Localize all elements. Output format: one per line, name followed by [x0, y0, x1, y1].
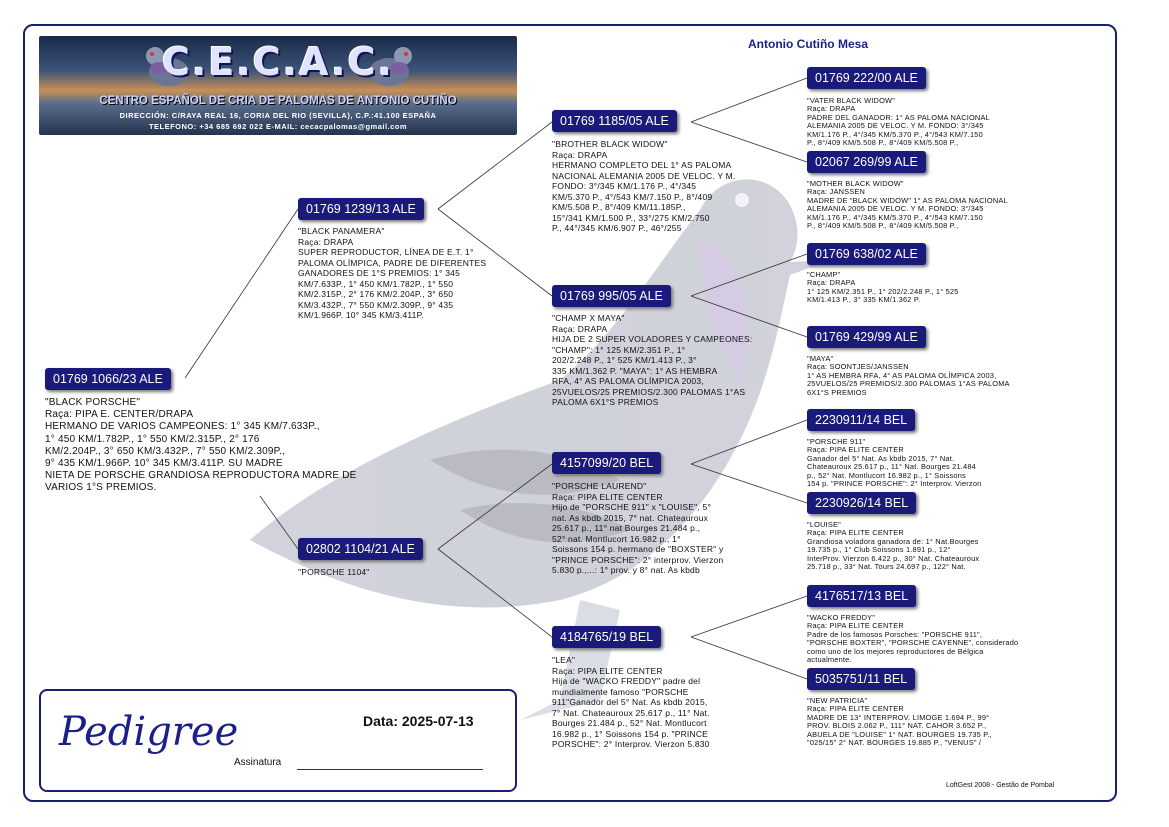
dam-dam-dam-details [807, 697, 992, 747]
sire-dam-sire-details [807, 271, 959, 305]
detail-line: HERMANO COMPLETO DEL 1° AS PALOMA [552, 160, 732, 170]
detail-line: "PORSCHE LAUREND" [552, 481, 647, 491]
banner-address: DIRECCIÓN: C/RAYA REAL 16, CORIA DEL RIO (SEVILLA), C.P.:41.100 ESPAÑA [119, 111, 437, 120]
detail-line: GANADORES DE 1°S PREMIOS: 1° 345 [298, 268, 460, 278]
detail-line: 911"Ganador del 5° Nat. As kbdb 2015, [552, 697, 708, 707]
detail-line: 6X1°S PREMIOS [807, 387, 867, 397]
detail-line: 25.718 p., 33° Nat. Tours 24.697 p., 122° Nat. [807, 562, 966, 572]
detail-line: ABUELA DE "LOUISE" 1° NAT. BOURGES 19.735 P., [807, 729, 992, 739]
detail-line: Grandiosa voladora ganadora de: 1° Nat.Bourges [807, 536, 979, 546]
dam-dam-ring[interactable]: 4184765/19 BEL [552, 626, 661, 648]
detail-line: Raça: PIPA E. CENTER/DRAPA [45, 409, 194, 421]
banner-subtitle: CENTRO ESPAÑOL DE CRIA DE PALOMAS DE ANTONIO CUTIÑO [99, 95, 457, 107]
detail-line: InterProv. Vierzon 6.422 p., 30° Nat. Chateauroux [807, 553, 980, 563]
detail-line: 16.982 p., 1° Soissons 154 p. "PRINCE [552, 728, 709, 739]
logo-text: C.E.C.A.C. [162, 40, 394, 84]
subject-ring[interactable]: 01769 1066/23 ALE [45, 368, 171, 390]
sire-sire-dam-details [807, 180, 1008, 230]
sire-sire-dam-ring[interactable]: 02067 269/99 ALE [807, 151, 926, 173]
detail-line: PALOMA OLÍMPICA, PADRE DE DIFERENTES [298, 257, 487, 268]
detail-line: nat. As kbdb 2015, 7° nat. Chateauroux [552, 512, 709, 523]
detail-line: Raça: DRAPA [807, 104, 856, 114]
detail-line: "CHAMP X MAYA" [552, 313, 625, 323]
detail-line: Raça: PIPA ELITE CENTER [807, 704, 904, 714]
detail-line: ALEMANIA 2005 DE VELOC. Y M. FONDO: 3°/345 [807, 204, 984, 214]
sire-dam-details [552, 313, 753, 408]
sire-sire-sire-details [807, 97, 990, 147]
detail-line: "LOUISE" [807, 520, 841, 529]
sire-sire-details [552, 139, 735, 234]
detail-line: "VATER BLACK WIDOW" [807, 96, 896, 105]
detail-line: mundialmente famoso "PORSCHE [552, 686, 689, 697]
dam-dam-sire-ring[interactable]: 4176517/13 BEL [807, 585, 916, 607]
detail-line: Raça: PIPA ELITE CENTER [807, 445, 904, 455]
dam-sire-ring[interactable]: 4157099/20 BEL [552, 452, 661, 474]
detail-line: 1° 450 KM/1.782P., 1° 550 KM/2.315P., 2° 176 [45, 433, 260, 445]
pedigree-footer-box [39, 689, 517, 792]
detail-line: Raça: JANSSEN [807, 187, 866, 197]
detail-line: Ganador del 5° Nat. As kbdb 2015, 7° Nat. [807, 453, 955, 463]
sire-sire-ring[interactable]: 01769 1185/05 ALE [552, 110, 677, 132]
detail-line: KM/5.370 P., 4°/543 KM/7.150 P., 8°/409 [552, 191, 713, 202]
detail-line: KM/3.432P., 7° 550 KM/2.309P., 9° 435 [298, 299, 454, 310]
detail-line: "PRINCE PORSCHE": 2° interprov. Vierzon [552, 554, 724, 565]
detail-line: Raça: DRAPA [552, 323, 608, 334]
detail-line: "PORSCHE 1104" [298, 567, 370, 577]
sire-ring[interactable]: 01769 1239/13 ALE [298, 198, 424, 220]
sire-dam-sire-ring[interactable]: 01769 638/02 ALE [807, 243, 926, 265]
detail-line: 154 p. "PRINCE PORSCHE": 2° Interprov. Vierzon [807, 479, 982, 489]
detail-line: "CHAMP" [807, 270, 841, 279]
detail-line: KM/1.176 P., 4°/345 KM/5.370 P., 4°/543 KM/7.150 [807, 129, 983, 139]
detail-line: "WACKO FREDDY" [807, 613, 876, 622]
sire-dam-dam-details [807, 355, 1010, 397]
detail-line: 7° Nat. Chateauroux 25.617 p., 11° Nat. [552, 707, 710, 718]
detail-line: "PORSCHE BOXTER", "PORSCHE CAYENNE", considerado [807, 638, 1019, 648]
dam-dam-sire-details [807, 614, 1018, 664]
detail-line: 25VUELOS/25 PREMIOS/2.300 PALOMAS 1°AS [552, 386, 746, 397]
detail-line: PROV. BLOIS 2.062 P., 111° NAT. CAHOR 3.652 P., [807, 721, 987, 731]
detail-line: 25.617 p., 11° nat Bourges 21.484 p., [552, 523, 701, 533]
pedigree-title: Pedigree [59, 709, 239, 755]
detail-line: actualmente. [807, 655, 852, 665]
detail-line: Chateauroux 25.617 p., 11° Nat. Bourges 21.484 [807, 462, 976, 472]
detail-line: PORSCHE": 2° Interprov. Vierzon 5.830 [552, 739, 710, 749]
signature-line [297, 769, 483, 770]
detail-line: p., 52° Nat. Montlucort 16.982 p., 1° Soissons [807, 470, 966, 480]
dam-dam-dam-ring[interactable]: 5035751/11 BEL [807, 668, 915, 690]
detail-line: como uno de los mejores reproductores de Bélgica [807, 646, 984, 656]
detail-line: NACIONAL ALEMANIA 2005 DE VELOC. Y M. [552, 170, 736, 181]
dam-sire-dam-details [807, 521, 979, 571]
detail-line: Hija de "WACKO FREDDY" padre del [552, 676, 701, 686]
detail-line: MADRE DE "BLACK WIDOW" 1° AS PALOMA NACIONAL [807, 195, 1008, 205]
detail-line: 19.735 p., 1° Club Soissons 1.891 p., 12° [807, 545, 951, 555]
detail-line: 1° AS HEMBRA RFA, 4° AS PALOMA OLÍMPICA 2003, [807, 370, 997, 380]
detail-line: HIJA DE 2 SUPER VOLADORES Y CAMPEONES: [552, 334, 753, 344]
subject-details [45, 397, 357, 495]
detail-line: 25VUELOS/25 PREMIOS/2.300 PALOMAS 1°AS PALOMA [807, 379, 1010, 389]
detail-line: 1° 125 KM/2.351 P., 1° 202/2.248 P., 1° 525 [807, 286, 959, 296]
detail-line: "BLACK PANAMERA" [298, 226, 385, 236]
detail-line: KM/1.176 P., 4°/345 KM/5.370 P., 4°/543 KM/7.150 [807, 212, 983, 222]
detail-line: FONDO: 3°/345 KM/1.176 P., 4°/345 [552, 181, 697, 191]
detail-line: "CHAMP": 1° 125 KM/2.351 P., 1° [552, 344, 686, 355]
detail-line: Soissons 154 p. hermano de "BOXSTER" y [552, 544, 724, 554]
detail-line: Raça: DRAPA [298, 236, 354, 247]
dam-sire-dam-ring[interactable]: 2230926/14 BEL [807, 492, 916, 514]
detail-line: 335 KM/1.362 P. "MAYA": 1° AS HEMBRA [552, 365, 718, 376]
detail-line: "BLACK PORSCHE" [45, 397, 141, 408]
detail-line: P., 8°/409 KM/5.508 P., 8°/409 KM/5.508 P., [807, 138, 959, 148]
detail-line: RFA, 4° AS PALOMA OLÍMPICA 2003, [552, 376, 704, 386]
detail-line: MADRE DE 13° INTERPROV. LIMOGE 1.694 P., 99° [807, 712, 990, 722]
sire-dam-dam-ring[interactable]: 01769 429/99 ALE [807, 326, 926, 348]
detail-line: "LEA" [552, 655, 576, 665]
dam-dam-details [552, 655, 710, 750]
dam-sire-sire-ring[interactable]: 2230911/14 BEL [807, 409, 915, 431]
dam-details [298, 567, 370, 578]
sire-dam-ring[interactable]: 01769 995/05 ALE [552, 285, 671, 307]
detail-line: "025/15" 2° NAT. BOURGES 19.885 P., "VENUS" / [807, 738, 982, 748]
pedigree-date: Data: 2025-07-13 [363, 713, 474, 729]
detail-line: Raça: DRAPA [807, 278, 856, 288]
detail-line: "NEW PATRICIA" [807, 696, 868, 705]
detail-line: 9° 435 KM/1.966P. 10° 345 KM/3.411P. SU MADRE [45, 458, 283, 470]
software-credit: LoftGest 2008 - Gestão de Pombal [946, 782, 1055, 789]
detail-line: KM/2.204P., 3° 650 KM/3.432P., 7° 550 KM/2.309P., [45, 445, 286, 457]
detail-line: KM/7.633P., 1° 450 KM/1.782P., 1° 550 [298, 278, 454, 289]
detail-line: 5.830 p.,...: 1° prov. y 8° nat. As kbdb [552, 565, 700, 575]
detail-line: Raça: PIPA ELITE CENTER [807, 621, 904, 631]
detail-line: P., 8°/409 KM/5.508 P., 8°/409 KM/5.508 P., [807, 221, 959, 231]
detail-line: Raça: PIPA ELITE CENTER [552, 491, 663, 502]
signature-label: Assinatura [234, 757, 282, 768]
dam-ring[interactable]: 02802 1104/21 ALE [298, 538, 423, 560]
sire-details [298, 226, 486, 321]
detail-line: ALEMANIA 2005 DE VELOC. Y M. FONDO: 3°/345 [807, 121, 984, 131]
detail-line: Raça: PIPA ELITE CENTER [807, 528, 904, 538]
detail-line: Raça: PIPA ELITE CENTER [552, 665, 663, 676]
detail-line: PALOMA 6X1°S PREMIOS [552, 397, 659, 407]
banner-contact: TELEFONO: +34 685 692 022 E-MAIL: cecacpalomas@gmail.com [148, 122, 408, 131]
detail-line: P., 44°/345 KM/6.907 P., 46°/255 [552, 223, 682, 233]
detail-line: KM/2.315P., 2° 176 KM/2.204P., 3° 650 [298, 289, 454, 299]
owner-name: Antonio Cutiño Mesa [748, 37, 868, 51]
detail-line: HERMANO DE VARIOS CAMPEONES: 1° 345 KM/7.633P., [45, 421, 320, 433]
detail-line: "MOTHER BLACK WIDOW" [807, 179, 904, 188]
detail-line: Raça: DRAPA [552, 149, 608, 160]
detail-line: VARIOS 1°S PREMIOS. [45, 482, 157, 494]
detail-line: Hijo de "PORSCHE 911" x "LOUISE", 5° [552, 502, 712, 512]
detail-line: NIETA DE PORSCHE GRANDIOSA REPRODUCTORA MADRE DE [45, 470, 357, 482]
dam-sire-sire-details [807, 438, 981, 488]
sire-sire-sire-ring[interactable]: 01769 222/00 ALE [807, 67, 926, 89]
detail-line: KM/5.508 P., 8°/409 KM/11.185P., [552, 202, 686, 212]
detail-line: PADRE DEL GANADOR: 1° AS PALOMA NACIONAL [807, 112, 990, 122]
detail-line: Bourges 21.484 p., 52° Nat. Montlucort [552, 718, 707, 728]
detail-line: Raça: SOONTJES/JANSSEN [807, 362, 909, 372]
detail-line: SUPER REPRODUCTOR, LÍNEA DE E.T. 1° [298, 247, 474, 257]
dam-sire-details [552, 481, 723, 576]
detail-line: Padre de los famosos Porsches: "PORSCHE 911", [807, 629, 983, 639]
detail-line: 202/2.248 P., 1° 525 KM/1.413 P., 3° [552, 355, 697, 365]
detail-line: "MAYA" [807, 354, 834, 363]
detail-line: 52° nat. Montlucort 16.982 p., 1° [552, 533, 681, 544]
detail-line: "PORSCHE 911" [807, 437, 866, 446]
detail-line: KM/1.966P. 10° 345 KM/3.411P. [298, 310, 424, 320]
detail-line: KM/1.413 P., 3° 335 KM/1.362 P. [807, 295, 921, 305]
detail-line: "BROTHER BLACK WIDOW" [552, 139, 668, 149]
detail-line: 15°/341 KM/1.500 P., 33°/275 KM/2.750 [552, 212, 710, 223]
